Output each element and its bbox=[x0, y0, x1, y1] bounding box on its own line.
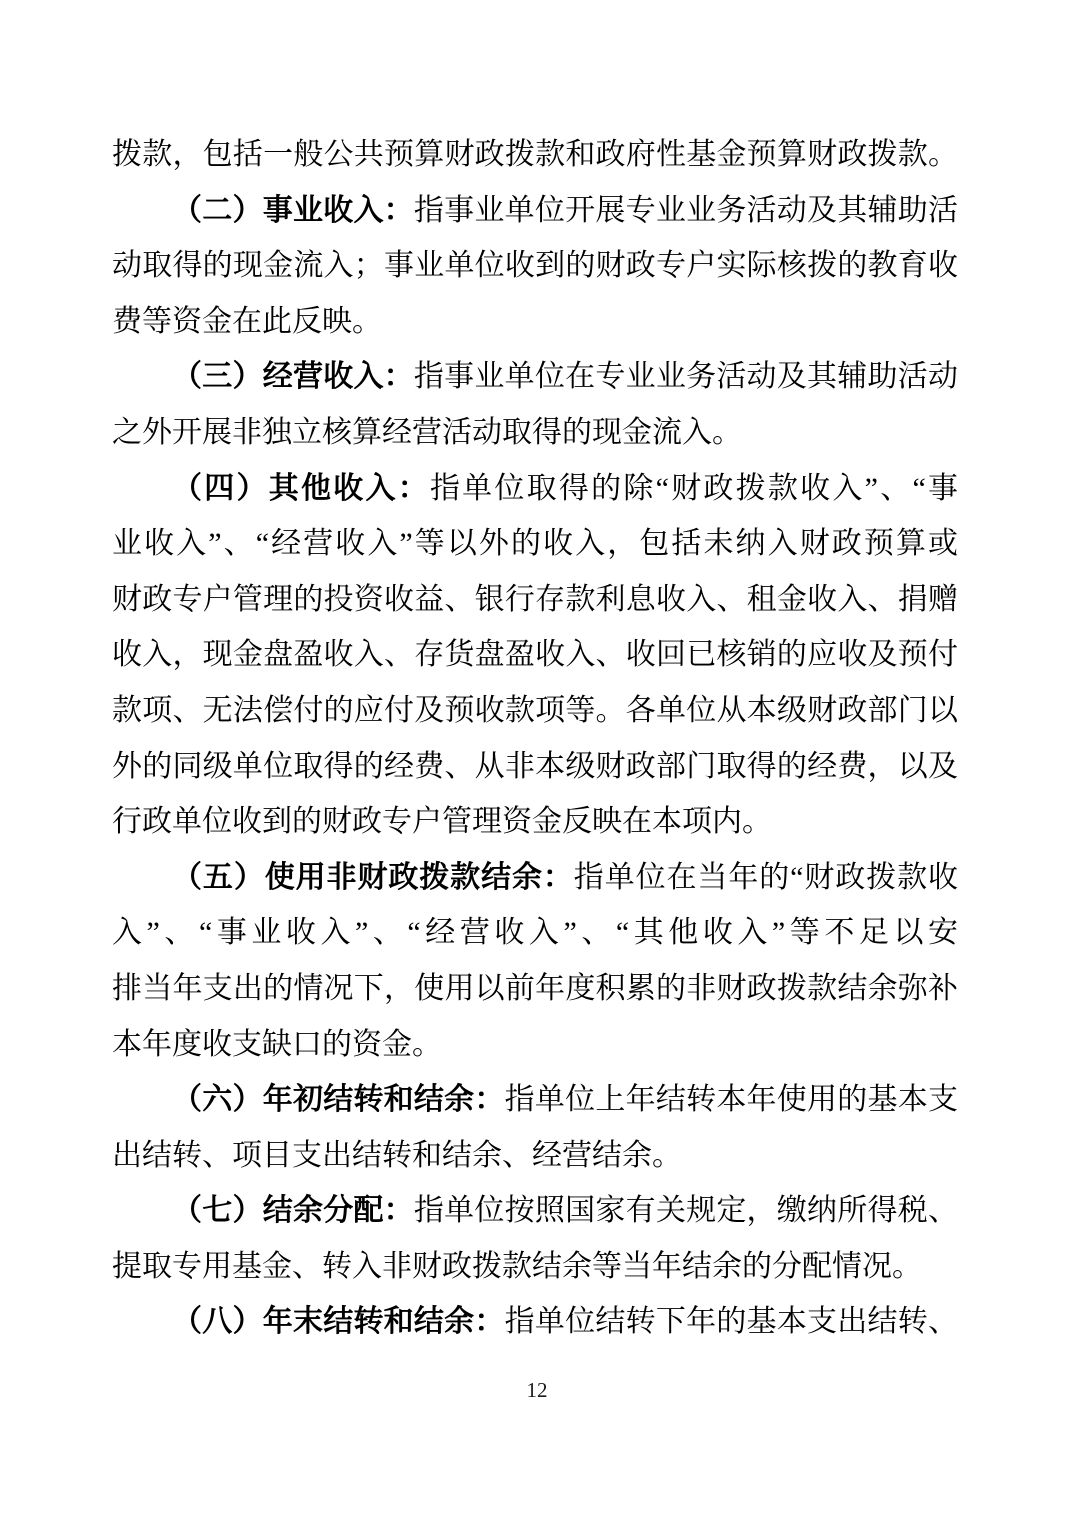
text-line bbox=[112, 572, 958, 628]
text-line bbox=[112, 127, 958, 183]
text-line bbox=[112, 739, 958, 795]
section-heading: （六）年初结转和结余： bbox=[172, 1083, 505, 1117]
body-text: 财政专户管理的投资收益、银行存款利息收入、租金收入、捐赠 bbox=[112, 582, 958, 616]
body-text: 指事业单位开展专业业务活动及其辅助活 bbox=[413, 193, 959, 227]
text-line bbox=[112, 850, 958, 906]
body-text: 行政单位收到的财政专户管理资金反映在本项内。 bbox=[112, 805, 772, 839]
section-heading: （三）经营收入： bbox=[172, 360, 414, 394]
page-number: 12 bbox=[526, 1378, 548, 1402]
body-text: 指单位上年结转本年使用的基本支 bbox=[504, 1083, 959, 1117]
text-line bbox=[112, 683, 958, 739]
body-text: 排当年支出的情况下，使用以前年度积累的非财政拨款结余弥补 bbox=[112, 971, 958, 1005]
body-text: 入”、“事业收入”、“经营收入”、“其他收入”等不足以安 bbox=[112, 916, 958, 950]
text-line bbox=[112, 1128, 958, 1184]
text-line bbox=[112, 794, 958, 850]
body-text: 指事业单位在专业业务活动及其辅助活动 bbox=[413, 360, 959, 394]
text-line bbox=[112, 905, 958, 961]
section-heading: （五）使用非财政拨款结余： bbox=[172, 860, 574, 894]
text-line bbox=[112, 516, 958, 572]
text-line bbox=[112, 627, 958, 683]
text-line bbox=[112, 961, 958, 1017]
text-line bbox=[112, 1294, 958, 1350]
body-text: 指单位结转下年的基本支出结转、 bbox=[504, 1305, 959, 1339]
text-line bbox=[112, 349, 958, 405]
text-line bbox=[112, 1072, 958, 1128]
body-text: 指单位取得的除“财政拨款收入”、“事 bbox=[429, 471, 958, 505]
body-text: 外的同级单位取得的经费、从非本级财政部门取得的经费，以及 bbox=[112, 749, 958, 783]
body-text: 出结转、项目支出结转和结余、经营结余。 bbox=[112, 1138, 682, 1172]
text-line bbox=[112, 183, 958, 239]
body-text: 款项、无法偿付的应付及预收款项等。各单位从本级财政部门以 bbox=[112, 693, 958, 727]
document-body bbox=[112, 127, 958, 1350]
body-text: 拨款，包括一般公共预算财政拨款和政府性基金预算财政拨款。 bbox=[112, 138, 958, 171]
text-line bbox=[112, 1239, 958, 1295]
text-line bbox=[112, 238, 958, 294]
text-line bbox=[112, 461, 958, 517]
body-text: 提取专用基金、转入非财政拨款结余等当年结余的分配情况。 bbox=[112, 1249, 922, 1283]
section-heading: （四）其他收入： bbox=[172, 471, 430, 505]
body-text: 指单位按照国家有关规定，缴纳所得税、 bbox=[413, 1194, 959, 1228]
text-line bbox=[112, 1183, 958, 1239]
body-text: 收入，现金盘盈收入、存货盘盈收入、收回已核销的应收及预付 bbox=[112, 638, 958, 672]
section-heading: （八）年末结转和结余： bbox=[172, 1305, 505, 1339]
body-text: 动取得的现金流入；事业单位收到的财政专户实际核拨的教育收 bbox=[112, 249, 958, 283]
section-heading: （二）事业收入： bbox=[172, 193, 414, 227]
section-heading: （七）结余分配： bbox=[172, 1194, 414, 1228]
body-text: 指单位在当年的“财政拨款收 bbox=[573, 860, 958, 894]
body-text: 之外开展非独立核算经营活动取得的现金流入。 bbox=[112, 415, 742, 449]
body-text: 业收入”、“经营收入”等以外的收入，包括未纳入财政预算或 bbox=[112, 527, 958, 561]
body-text: 本年度收支缺口的资金。 bbox=[112, 1027, 442, 1061]
text-line bbox=[112, 294, 958, 350]
text-line bbox=[112, 405, 958, 461]
text-line bbox=[112, 1017, 958, 1073]
body-text: 费等资金在此反映。 bbox=[112, 304, 382, 338]
